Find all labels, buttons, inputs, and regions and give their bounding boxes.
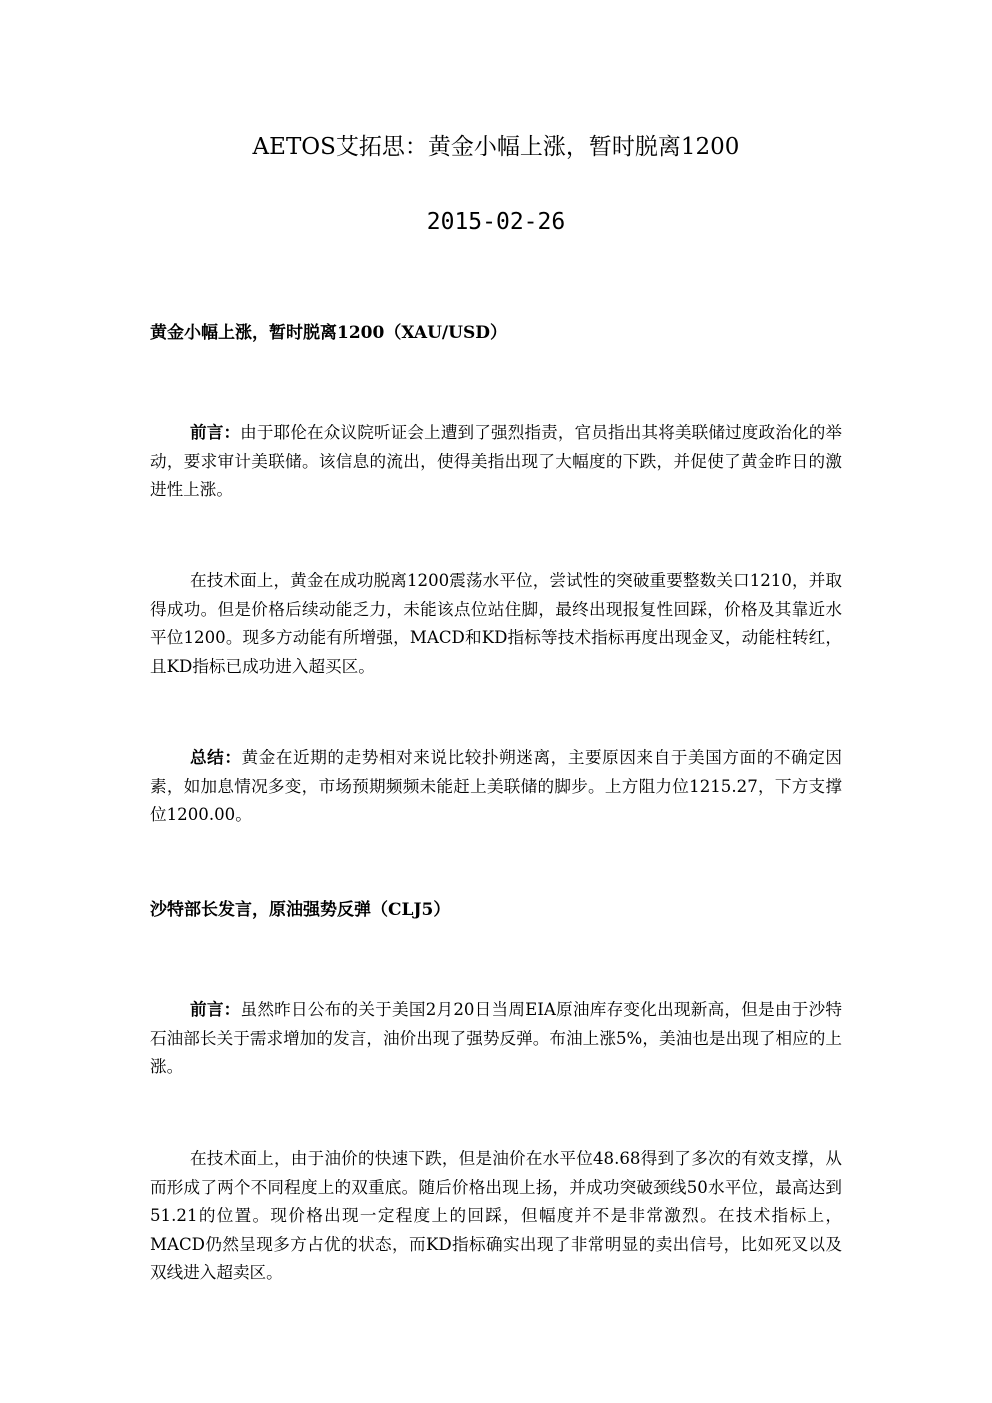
gold-summary-label: 总结： [190,747,242,767]
oil-intro-label: 前言： [190,999,241,1019]
section-heading-oil: 沙特部长发言，原油强势反弹（CLJ5） [150,900,451,920]
document-date: 2015-02-26 [426,209,566,235]
gold-intro-label: 前言： [190,422,241,442]
gold-summary-paragraph [150,743,842,830]
oil-intro-text: 虽然昨日公布的关于美国2月20日当周EIA原油库存变化出现新高，但是由于沙特石油部长关于需求增加的发言，油价出现了强势反弹。布油上涨5%，美油也是出现了相应的上涨。 [150,1000,843,1076]
gold-technical-paragraph: 在技术面上，黄金在成功脱离1200震荡水平位，尝试性的突破重要整数关口1210，并取得成功。但是价格后续动能乏力，未能该点位站住脚，最终出现报复性回踩，价格及其靠近水平位1200。现多方动能有所增强，MACD和KD指标等技术指标再度出现金叉，动能柱转红，且KD指标已成功进入超买区。 [150,571,842,676]
gold-summary-text: 黄金在近期的走势相对来说比较扑朔迷离，主要原因来自于美国方面的不确定因素，如加息情况多变，市场预期频频未能赶上美联储的脚步。上方阻力位1215.27，下方支撑位1200.00。 [150,748,843,824]
oil-intro-paragraph [150,995,842,1082]
gold-intro-text: 由于耶伦在众议院听证会上遭到了强烈指责，官员指出其将美联储过度政治化的举动，要求审计美联储。该信息的流出，使得美指出现了大幅度的下跌，并促使了黄金昨日的激进性上涨。 [150,423,843,499]
document-title: AETOS艾拓思：黄金小幅上涨，暂时脱离1200 [252,134,740,160]
oil-technical-paragraph: 在技术面上，由于油价的快速下跌，但是油价在水平位48.68得到了多次的有效支撑，从而形成了两个不同程度上的双重底。随后价格出现上扬，并成功突破颈线50水平位，最高达到51.21的位置。现价格出现一定程度上的回踩，但幅度并不是非常激烈。在技术指标上，MACD仍然呈现多方占优的状态，而KD指标确实出现了非常明显的卖出信号，比如死叉以及双线进入超卖区。 [150,1149,842,1282]
gold-intro-paragraph [150,418,842,505]
section-heading-gold: 黄金小幅上涨，暂时脱离1200（XAU/USD） [150,323,507,343]
